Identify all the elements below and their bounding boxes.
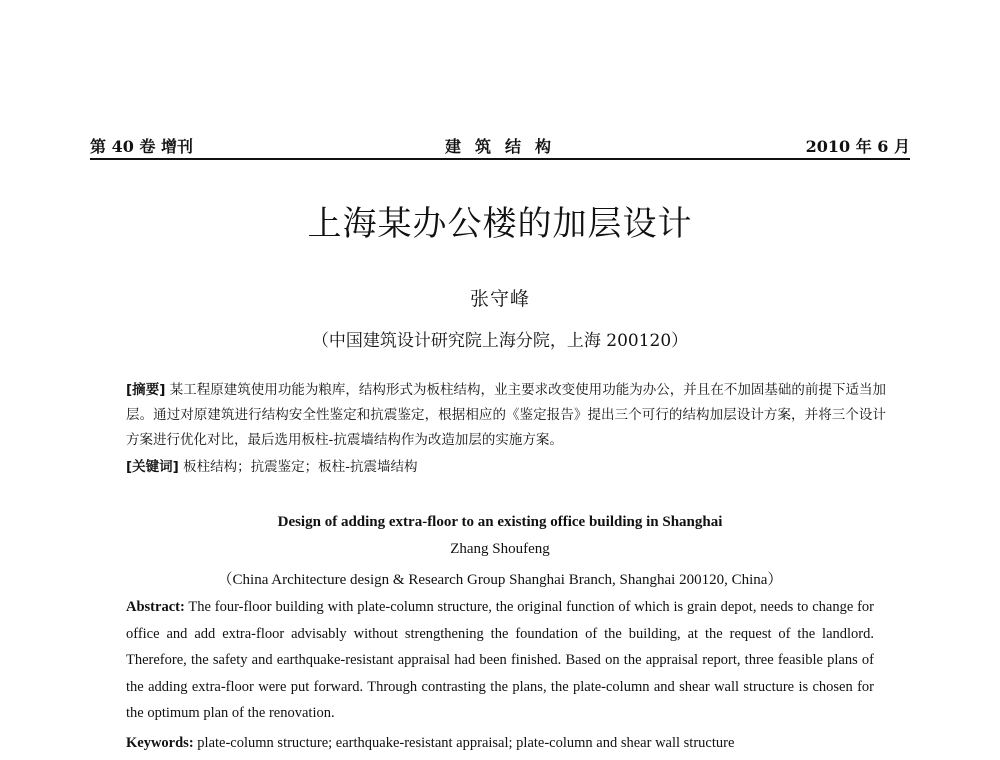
keywords-en <box>126 732 874 754</box>
keywords-en-label: Keywords: <box>126 735 194 751</box>
author-affiliation-en: （China Architecture design & Research Group Shanghai Branch, Shanghai 200120, China） <box>217 572 783 588</box>
journal-name: 建筑结构 <box>445 137 566 156</box>
journal-volume: 第 40 卷 增刊 <box>90 137 193 156</box>
abstract-en-text: The four-floor building with plate-column structure, the original function of which is grain depot, needs to change for office and add extra-floor advisably without strengthening the foundation of the building, at the request of the landlord. Therefore, the safety and earthquake-resistant appraisal had been finished. Based on the appraisal report, three feasible plans of the adding extra-floor were put forward. Through contrasting the plans, the plate-column and shear wall structure is chosen for the optimum plan of the renovation. <box>126 599 874 721</box>
author-affiliation-cn: （中国建筑设计研究院上海分院，上海 200120） <box>311 331 689 351</box>
abstract-en-label: Abstract: <box>126 599 185 615</box>
abstract-en <box>126 594 874 727</box>
keywords-en-text: plate-column structure; earthquake-resistant appraisal; plate-column and shear wall structure <box>197 735 735 751</box>
abstract-cn-text: 某工程原建筑使用功能为粮库，结构形式为板柱结构，业主要求改变使用功能为办公，并且在不加固基础的前提下适当加层。通过对原建筑进行结构安全性鉴定和抗震鉴定，根据相应的《鉴定报告》提出三个可行的结构加层设计方案，并将三个设计方案进行优化对比，最后选用板柱-抗震墙结构作为改造加层的实施方案。 <box>126 382 886 448</box>
keywords-cn <box>126 455 886 480</box>
header-divider <box>90 158 910 160</box>
keywords-cn-text: 板柱结构；抗震鉴定；板柱-抗震墙结构 <box>183 459 418 475</box>
author-name-en: Zhang Shoufeng <box>450 541 550 557</box>
paper-title: 上海某办公楼的加层设计 <box>307 204 693 244</box>
paper-title-en: Design of adding extra-floor to an existing office building in Shanghai <box>277 514 723 530</box>
abstract-cn <box>126 378 886 453</box>
author-name-cn: 张守峰 <box>469 288 530 310</box>
journal-date: 2010 年 6 月 <box>805 137 910 156</box>
abstract-cn-label: [摘要] <box>126 382 166 398</box>
journal-header <box>90 134 910 156</box>
keywords-cn-label: [关键词] <box>126 459 179 475</box>
